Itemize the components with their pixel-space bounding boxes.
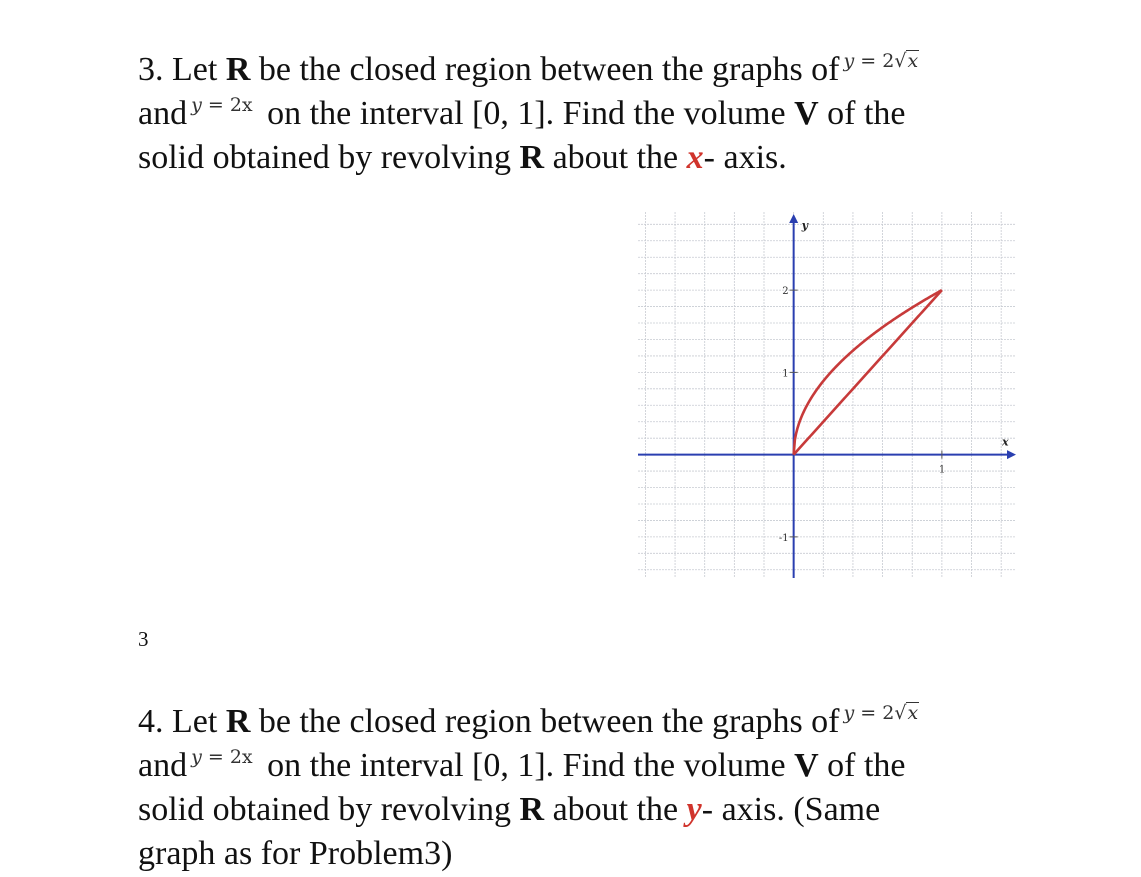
axis-labels bbox=[779, 219, 1009, 544]
text-fragment: - axis. bbox=[703, 139, 787, 176]
eq-var-y: y bbox=[843, 50, 855, 72]
problem-3 bbox=[138, 48, 925, 180]
problem-number: 4. bbox=[138, 703, 164, 740]
y-axis-label: y bbox=[801, 219, 809, 232]
text-let: Let bbox=[172, 51, 218, 88]
radical-sign: √ bbox=[894, 50, 907, 72]
y-axis-arrow-icon bbox=[789, 214, 798, 223]
eq-var-y: y bbox=[191, 746, 202, 768]
sqrt-icon bbox=[894, 39, 919, 83]
grid-lines bbox=[638, 212, 1016, 578]
text-fragment: be the closed region between the graphs of bbox=[258, 703, 840, 740]
eq-coef: 2 bbox=[882, 50, 895, 72]
radical-sign: √ bbox=[894, 702, 907, 724]
sqrt-icon bbox=[894, 691, 919, 735]
eq-equals: = bbox=[207, 94, 224, 116]
text-fragment: on the interval [0, 1]. Find the volume bbox=[267, 95, 786, 132]
equation-linear bbox=[191, 94, 253, 116]
equation-sqrt bbox=[844, 50, 920, 72]
text-fragment: about the bbox=[552, 139, 679, 176]
eq-equals: = bbox=[860, 50, 877, 72]
y-tick-label: -1 bbox=[778, 532, 789, 544]
text-fragment: be the closed region between the graphs of bbox=[258, 51, 840, 88]
eq-var-y: y bbox=[191, 94, 202, 116]
problem-4-line-1 bbox=[138, 700, 925, 744]
problem-number: 3. bbox=[138, 51, 164, 88]
problem-3-line-3 bbox=[138, 136, 925, 180]
radicand bbox=[906, 50, 919, 71]
axis-variable-y: y bbox=[686, 791, 702, 828]
function-graph bbox=[638, 212, 1016, 578]
text-let: Let bbox=[172, 703, 218, 740]
radicand-var: x bbox=[907, 50, 919, 72]
region-symbol: R bbox=[519, 139, 545, 176]
equation-linear bbox=[191, 746, 253, 768]
region-symbol: R bbox=[225, 703, 251, 740]
x-axis-label: x bbox=[1002, 435, 1009, 449]
eq-equals: = bbox=[860, 702, 877, 724]
region-symbol: R bbox=[225, 51, 251, 88]
region-symbol: R bbox=[519, 791, 545, 828]
text-fragment: - axis. (Same bbox=[701, 791, 881, 828]
text-fragment: of the bbox=[827, 747, 906, 784]
text-fragment: solid obtained by revolving bbox=[138, 139, 512, 176]
problem-4-line-4 bbox=[138, 832, 925, 876]
problem-3-line-2 bbox=[138, 92, 925, 136]
problem-3-line-1 bbox=[138, 48, 925, 92]
radicand bbox=[906, 702, 919, 723]
axes bbox=[638, 214, 1016, 578]
text-fragment: of the bbox=[827, 95, 906, 132]
eq-rhs: 2x bbox=[229, 94, 253, 116]
problem-4-line-2 bbox=[138, 744, 925, 788]
eq-rhs: 2x bbox=[229, 746, 253, 768]
eq-var-y: y bbox=[843, 702, 855, 724]
text-fragment: graph as for Problem3) bbox=[138, 835, 453, 872]
volume-symbol: V bbox=[794, 95, 819, 132]
y-tick-label: 2 bbox=[782, 286, 789, 298]
problem-4-line-3 bbox=[138, 788, 925, 832]
text-and: and bbox=[138, 95, 188, 132]
text-fragment: solid obtained by revolving bbox=[138, 791, 512, 828]
text-fragment: about the bbox=[552, 791, 679, 828]
x-axis-arrow-icon bbox=[1007, 450, 1016, 459]
page-number: 3 bbox=[138, 627, 149, 651]
radicand-var: x bbox=[907, 702, 919, 724]
eq-coef: 2 bbox=[882, 702, 895, 724]
text-fragment: on the interval [0, 1]. Find the volume bbox=[267, 747, 786, 784]
axis-variable-x: x bbox=[686, 139, 704, 176]
x-tick-label: 1 bbox=[938, 464, 946, 476]
problem-4 bbox=[138, 700, 925, 876]
y-tick-label: 1 bbox=[782, 368, 789, 380]
text-and: and bbox=[138, 747, 188, 784]
equation-sqrt bbox=[844, 702, 920, 724]
volume-symbol: V bbox=[794, 747, 819, 784]
eq-equals: = bbox=[207, 746, 224, 768]
